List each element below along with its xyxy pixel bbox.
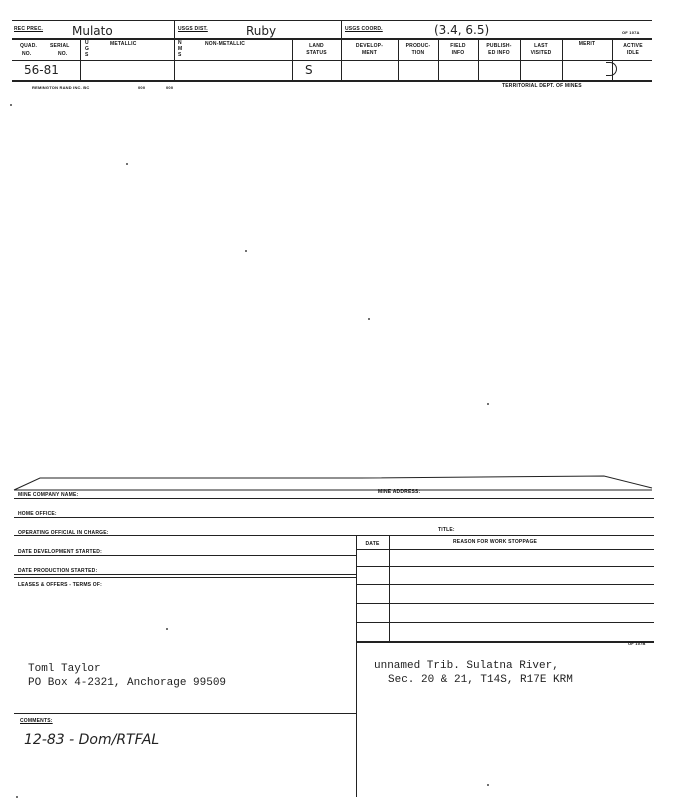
header-sep-2 xyxy=(341,20,342,38)
col-develop-2: MENT xyxy=(362,50,377,56)
col-produc-1: PRODUC- xyxy=(405,43,431,49)
table-date-sep xyxy=(389,535,390,641)
reason-col-header: REASON FOR WORK STOPPAGE xyxy=(453,539,538,545)
col-serial: SERIAL xyxy=(50,43,70,49)
printer-left: REMINGTON RAND INC. BC xyxy=(32,85,90,90)
owner-line-2: PO Box 4-2321, Anchorage 99509 xyxy=(28,677,227,689)
col-metallic: METALLIC xyxy=(110,41,137,47)
line-date-prod-2 xyxy=(14,577,356,578)
header-sep-1 xyxy=(174,20,175,38)
col-nm-m: M xyxy=(178,46,183,52)
col-active-1: ACTIVE xyxy=(623,43,643,49)
home-office-label: HOME OFFICE: xyxy=(18,511,57,517)
location-line-2: Sec. 20 & 21, T14S, R17E KRM xyxy=(388,674,573,686)
operating-official-label: OPERATING OFFICIAL IN CHARGE: xyxy=(18,530,109,536)
comments-label: COMMENTS: xyxy=(20,718,53,724)
line-home-office xyxy=(14,517,654,518)
col-produc-2: TION xyxy=(411,50,425,56)
column-header-divider xyxy=(12,60,652,61)
col-active-2: IDLE xyxy=(626,50,640,56)
table-header-line xyxy=(356,549,654,550)
speck xyxy=(487,403,489,405)
speck xyxy=(166,628,168,630)
location-line-1: unnamed Trib. Sulatna River, xyxy=(374,660,559,672)
speck xyxy=(10,104,12,106)
speck xyxy=(487,784,489,786)
line-date-dev xyxy=(14,555,356,556)
speck xyxy=(16,796,18,798)
table-left-border xyxy=(356,535,357,797)
col-quad: QUAD. xyxy=(20,43,38,49)
date-dev-label: DATE DEVELOPMENT STARTED: xyxy=(18,549,102,555)
printer-left-2: 000 xyxy=(138,85,146,90)
col-ugs-s: S xyxy=(85,52,89,58)
speck xyxy=(245,250,247,252)
col-no-left: NO. xyxy=(22,51,32,57)
usgs-dist-value: Ruby xyxy=(246,24,277,38)
line-comments xyxy=(14,713,356,714)
title-label: TITLE: xyxy=(438,527,455,533)
usgs-coord-value: (3.4, 6.5) xyxy=(434,23,490,37)
col-no-right: NO. xyxy=(58,51,68,57)
col-nm-s: S xyxy=(178,52,182,58)
land-status-value: S xyxy=(305,63,313,77)
col-last-1: LAST xyxy=(534,43,548,49)
printer-left-3: 000 xyxy=(166,85,174,90)
serial-value: 56-81 xyxy=(24,63,59,77)
mine-company-label: MINE COMPANY NAME: xyxy=(18,492,79,498)
table-row-3 xyxy=(356,603,654,604)
col-non-metallic: NON-METALLIC xyxy=(205,41,246,47)
table-row-4 xyxy=(356,622,654,623)
table-bottom xyxy=(356,641,654,643)
bottom-border xyxy=(12,80,652,82)
col-land-2: STATUS xyxy=(306,50,327,56)
line-mine-company xyxy=(14,498,654,499)
speck xyxy=(368,318,370,320)
rec-prec-label: REC PREC. xyxy=(14,26,44,32)
leases-label: LEASES & OFFERS - TERMS OF: xyxy=(18,582,103,588)
punch-hole-mark xyxy=(606,62,617,76)
rec-prec-value: Mulato xyxy=(72,24,113,38)
form-code-top: OF 107A xyxy=(622,30,640,35)
col-land-1: LAND xyxy=(309,43,324,49)
speck xyxy=(126,163,128,165)
line-operating-official xyxy=(14,535,654,536)
col-last-2: VISITED xyxy=(530,50,552,56)
usgs-coord-label: USGS COORD. xyxy=(345,26,383,32)
col-sep-ugs xyxy=(80,38,81,80)
line-date-prod xyxy=(14,574,356,575)
card-top-edge xyxy=(0,470,678,492)
col-sep-nm xyxy=(174,38,175,80)
col-nm-n: N xyxy=(178,40,182,46)
table-row-2 xyxy=(356,584,654,585)
mine-address-label: MINE ADDRESS: xyxy=(378,489,421,495)
col-ugs-g: G xyxy=(85,46,90,52)
col-develop-1: DEVELOP- xyxy=(355,43,384,49)
usgs-dist-label: USGS DIST. xyxy=(178,26,208,32)
owner-line-1: Toml Taylor xyxy=(28,663,101,675)
col-publish-2: ED INFO xyxy=(488,50,510,56)
col-field-1: FIELD xyxy=(450,43,466,49)
table-row-1 xyxy=(356,566,654,567)
header-divider xyxy=(12,38,652,40)
form-code-bottom: OF 107B xyxy=(628,641,646,646)
col-publish-1: PUBLISH- xyxy=(486,43,512,49)
comments-value: 12-83 - Dom/RTFAL xyxy=(24,732,160,748)
col-ugs-u: U xyxy=(85,40,89,46)
col-merit: MERIT xyxy=(578,41,596,47)
dept-label: TERRITORIAL DEPT. OF MINES xyxy=(502,83,582,89)
date-prod-label: DATE PRODUCTION STARTED: xyxy=(18,568,98,574)
top-border xyxy=(12,20,652,21)
col-field-2: INFO xyxy=(451,50,465,56)
date-col-header: DATE xyxy=(365,541,380,547)
